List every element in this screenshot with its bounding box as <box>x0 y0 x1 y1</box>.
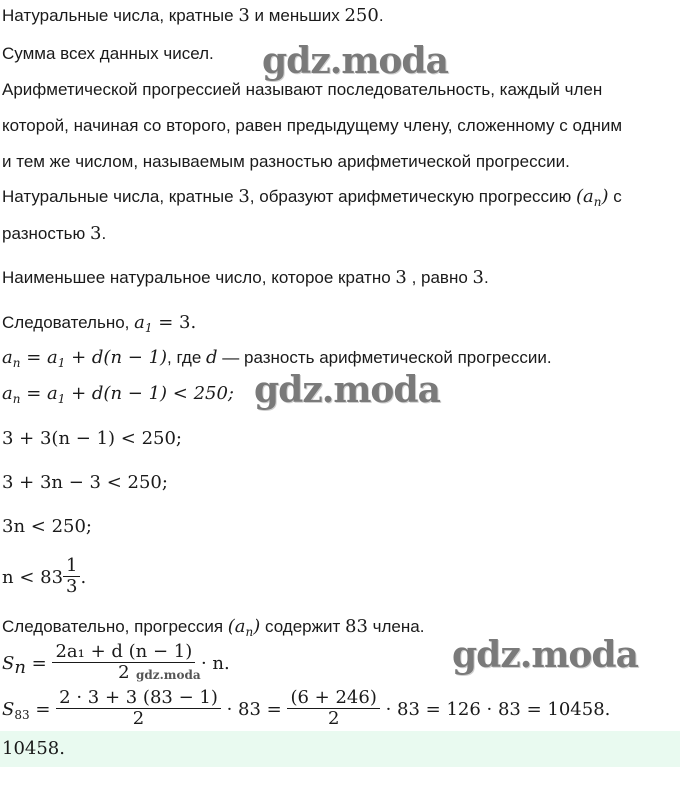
watermark-logo: gdz.moda <box>452 634 638 676</box>
answer-box <box>0 731 680 767</box>
formula: $a_1 = 3$. <box>134 312 197 335</box>
variable: S <box>2 653 15 674</box>
inequality-line-4: 3n < 250; <box>2 516 92 537</box>
number: 3 <box>472 267 484 288</box>
text: , где <box>167 348 207 367</box>
text: разностью <box>2 224 90 243</box>
formula: $a_n = a_1 + d(n - 1)$ <box>2 347 168 370</box>
text: n < 83 <box>2 567 64 588</box>
fraction: $\frac{(6 + 246)}{2}$ <box>287 688 379 729</box>
problem-statement <box>2 5 384 27</box>
variable: d <box>206 347 218 368</box>
sum-formula-line: $S_n$ = $\frac{\text{2a₁ + d (n − 1)}}{2}$ · n. <box>2 640 230 683</box>
text: Натуральные числа, кратные <box>2 6 239 25</box>
watermark-logo: gdz.moda <box>262 40 448 82</box>
text: Натуральные числа, кратные <box>2 187 239 206</box>
term-count-line <box>2 616 424 638</box>
text: Следовательно, прогрессия <box>2 617 228 636</box>
text: содержит <box>260 617 346 636</box>
text: · n. <box>195 653 230 674</box>
text: . <box>80 567 87 588</box>
definition-line-1: Арифметической прогрессией называют последовательность, каждый член <box>2 80 603 99</box>
text: . <box>378 6 384 25</box>
formula: $a_n = a_1 + d(n - 1) < 250$; <box>2 383 234 406</box>
fraction: $\frac{1}{3}$ <box>63 556 80 597</box>
text: — разность арифметической прогрессии. <box>217 348 552 367</box>
fraction: $\frac{\text{2a₁ + d (n − 1)}}{2}$ <box>52 642 195 683</box>
text: Следовательно, <box>2 313 135 332</box>
first-term-line <box>2 312 196 334</box>
text: = <box>25 653 53 674</box>
text: . <box>483 268 489 287</box>
number: 3 <box>238 186 250 207</box>
definition-line-3: и тем же числом, называемым разностью арифметической прогрессии. <box>2 152 570 171</box>
watermark-logo: gdz.moda <box>136 668 201 682</box>
nth-term-formula-line <box>2 347 552 369</box>
inequality-line-1 <box>2 383 234 405</box>
text: = <box>29 699 57 720</box>
sum-calculation-line: $S_{83}$ = $\frac{2 \cdot 3 + 3 (83 - 1)}{2}$ · 83 = $\frac{(6 + 246)}{2}$ · 83 = 126 · 83 = 10458. <box>2 686 611 729</box>
inequality-line-2: 3 + 3(n − 1) < 250; <box>2 428 182 449</box>
definition-line-2: которой, начиная со второго, равен предыдущему члену, сложенному с одним <box>2 116 623 135</box>
text: и меньших <box>249 6 345 25</box>
text: , равно <box>406 268 473 287</box>
smallest-number-line <box>2 267 489 289</box>
text: Наименьшее натуральное число, которое кратно <box>2 268 396 287</box>
variable: S <box>2 699 15 720</box>
sequence: $(a_n)$ <box>576 186 609 209</box>
text: с <box>608 187 622 206</box>
fraction: $\frac{2 \cdot 3 + 3 (83 - 1)}{2}$ <box>56 688 221 729</box>
inequality-line-5 <box>2 556 86 600</box>
number: 3 <box>238 5 250 26</box>
progression-line <box>2 186 622 208</box>
text: , образуют арифметическую прогрессию <box>249 187 577 206</box>
number: 3 <box>89 223 102 244</box>
text: . <box>101 224 107 243</box>
text: члена. <box>367 617 425 636</box>
answer-value: 10458. <box>2 738 65 759</box>
difference-line <box>2 223 106 245</box>
task-line: Сумма всех данных чисел. <box>2 44 214 63</box>
watermark-logo: gdz.moda <box>254 369 440 411</box>
number: 250 <box>344 5 379 26</box>
number: 3 <box>395 267 407 288</box>
text: · 83 = <box>220 699 288 720</box>
sequence: $(a_n)$ <box>227 616 261 639</box>
inequality-line-3: 3 + 3n − 3 < 250; <box>2 472 168 493</box>
number: 83 <box>345 616 368 637</box>
text: · 83 = 126 · 83 = 10458. <box>379 699 611 720</box>
